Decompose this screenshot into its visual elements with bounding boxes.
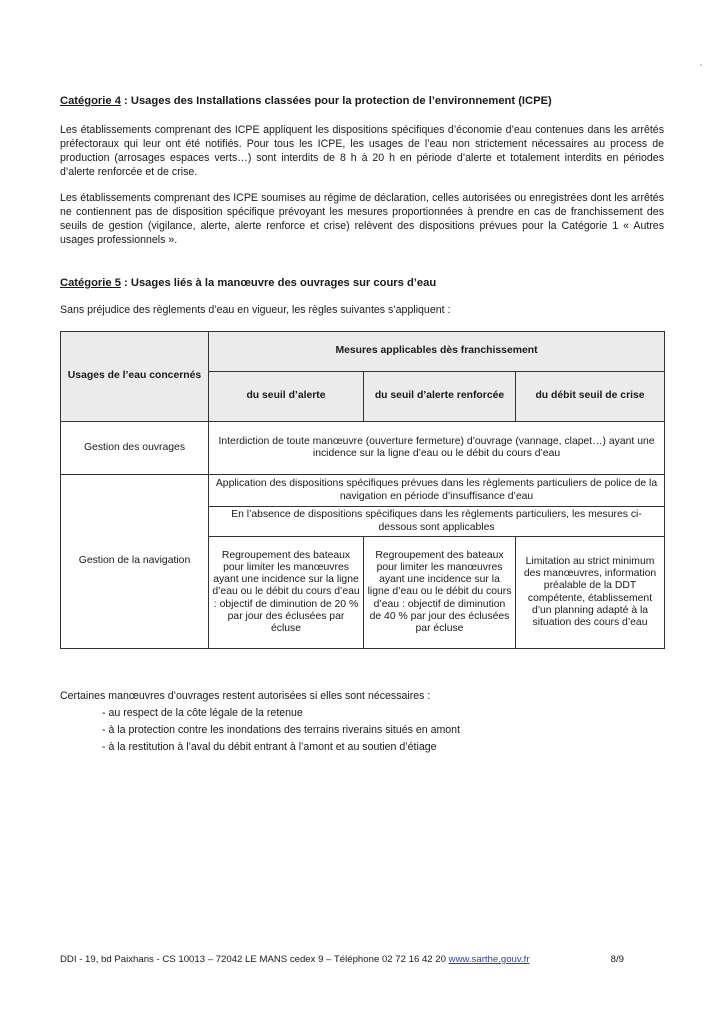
row-gestion-ouvrages-text: Interdiction de toute manœuvre (ouverture fermeture) d’ouvrage (vannage, clapet…) ayant une incidence sur la ligne d’eau ou le débit du cours d’eau — [209, 422, 665, 475]
row-navigation-text-a: Application des dispositions spécifiques prévues dans les règlements particuliers de police de la navigation en période d’insuffisance d’eau — [209, 475, 665, 507]
header-usages: Usages de l’eau concernés — [61, 332, 209, 422]
category-5-label: Catégorie 5 — [60, 277, 121, 289]
category-4-paragraph-1: Les établissements comprenant des ICPE appliquent les dispositions spécifiques d’économie d’eau contenues dans les arrêtés préfectoraux qui leur ont été notifiés. Pour tous les ICPE, les usages de l’eau non strictement nécessaires au process de production (arrosages espaces verts…) sont interdits de 8 h à 20 h en période d’alerte et totalement interdits en périodes d’alerte renforcée et de crise. — [60, 124, 664, 178]
navigation-measures-table — [60, 331, 665, 649]
category-4-paragraph-2: Les établissements comprenant des ICPE soumises au régime de déclaration, celles autorisées ou enregistrées dont les arrêtés ne contiennent pas de disposition spécifique prévoyant les mesures proportionnées à prendre en cas de franchissement des seuils de gestion (vigilance, alerte, alerte renforce et crise) relèvent des dispositions prévues pour la Catégorie 1 « Autres usages professionnels ». — [60, 192, 664, 246]
list-item: - à la restitution à l’aval du débit entrant à l’amont et au soutien d’étiage — [102, 741, 437, 753]
row-navigation-crise: Limitation au strict minimum des manœuvres, information préalable de la DDT compétente, établissement d’un planning adapté à la situation des cours d’eau — [516, 537, 665, 649]
row-navigation-text-b: En l’absence de dispositions spécifiques dans les règlements particuliers, les mesures ci-dessous sont applicables — [209, 507, 665, 537]
row-navigation-alerte: Regroupement des bateaux pour limiter les manœuvres ayant une incidence sur la ligne d’eau ou le débit du cours d’eau : objectif de diminution de 20 % par jour des éclusées par écluse — [209, 537, 364, 649]
footer-address: DDI - 19, bd Paixhans - CS 10013 – 72042 LE MANS cedex 9 – Téléphone 02 72 16 42 20 — [60, 954, 449, 965]
page-number: 8/9 — [610, 954, 624, 965]
authorized-intro: Certaines manœuvres d’ouvrages restent autorisées si elles sont nécessaires : — [60, 690, 431, 702]
category-4-title: : Usages des Installations classées pour la protection de l’environnement (ICPE) — [120, 95, 552, 107]
category-5-intro: Sans préjudice des règlements d’eau en vigueur, les règles suivantes s’appliquent : — [60, 304, 451, 316]
header-seuil-alerte: du seuil d’alerte — [209, 372, 364, 422]
list-item: - au respect de la côte légale de la retenue — [102, 707, 303, 719]
category-4-label: Catégorie 4 — [60, 95, 121, 107]
footer-website-link[interactable]: www.sarthe.gouv.fr — [448, 954, 530, 965]
authorized-list — [60, 705, 460, 756]
row-gestion-ouvrages-label: Gestion des ouvrages — [61, 422, 209, 475]
header-seuil-alerte-renforcee: du seuil d’alerte renforcée — [364, 372, 516, 422]
page-footer — [60, 954, 664, 965]
list-item: - à la protection contre les inondations des terrains riverains situés en amont — [102, 724, 461, 736]
header-debit-crise: du débit seuil de crise — [516, 372, 665, 422]
authorized-manoeuvres — [60, 688, 460, 756]
header-mesures: Mesures applicables dès franchissement — [209, 332, 665, 372]
scan-speck — [700, 64, 702, 66]
row-gestion-navigation-label: Gestion de la navigation — [61, 475, 209, 649]
category-5-heading — [60, 277, 436, 289]
category-4-heading — [60, 95, 552, 107]
category-5-title: : Usages liés à la manœuvre des ouvrages sur cours d’eau — [120, 277, 437, 289]
row-navigation-alerte-renforcee: Regroupement des bateaux pour limiter les manœuvres ayant une incidence sur la ligne d’eau ou le débit du cours d’eau : objectif de diminution de 40 % par jour des éclusées par écluse — [364, 537, 516, 649]
